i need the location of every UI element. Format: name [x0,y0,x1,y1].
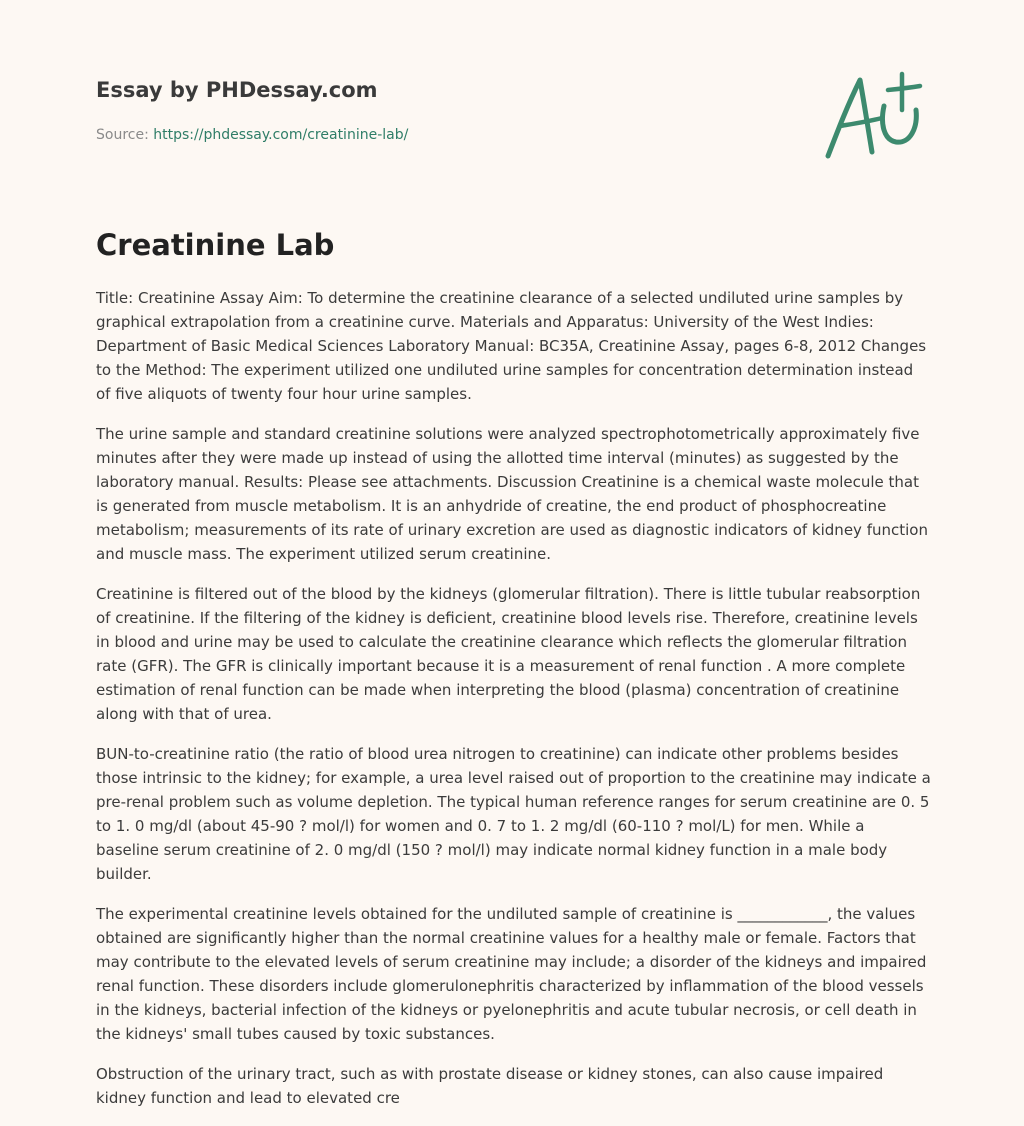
source-link[interactable]: https://phdessay.com/creatinine-lab/ [153,127,409,143]
page-header [96,76,936,186]
source-line [96,125,408,145]
paragraph: The urine sample and standard creatinine solutions were analyzed spectrophotometrically approximately five minutes after they were made up instead of using the allotted time interval (minutes) as suggested by the laboratory manual. Results: Please see attachments. Discussion Creatinine is a chemical waste molecule that is generated from muscle metabolism. It is an anhydride of creatine, the end product of phosphocreatine metabolism; measurements of its rate of urinary excretion are used as diagnostic indicators of kidney function and muscle mass. The experiment utilized serum creatinine. [96,425,928,563]
paragraph: Obstruction of the urinary tract, such as with prostate disease or kidney stones, can also cause impaired kidney function and lead to elevated cre [96,1065,884,1107]
essay-body [96,286,932,1126]
a-plus-logo-icon [822,70,926,164]
paragraph: Creatinine is filtered out of the blood by the kidneys (glomerular filtration). There is little tubular reabsorption of creatinine. If the filtering of the kidney is deficient, creatinine blood levels rise. Therefore, creatinine levels in blood and urine may be used to calculate the creatinine clearance which reflects the glomerular filtration rate (GFR). The GFR is clinically important because it is a measurement of renal function . A more complete estimation of renal function can be made when interpreting the blood (plasma) concentration of creatinine along with that of urea. [96,585,921,723]
page-title: Creatinine Lab [96,228,335,262]
source-label: Source: [96,127,154,143]
brand-title: Essay by PHDessay.com [96,78,378,102]
paragraph: The experimental creatinine levels obtained for the undiluted sample of creatinine is ____________, the values obtained are significantly higher than the normal creatinine values for a healthy male or female. Factors that may contribute to the elevated levels of serum creatinine may include; a disorder of the kidneys and impaired renal function. These disorders include glomerulonephritis characterized by inflammation of the blood vessels in the kidneys, bacterial infection of the kidneys or pyelonephritis and acute tubular necrosis, or cell death in the kidneys' small tubes caused by toxic substances. [96,905,927,1043]
paragraph: BUN-to-creatinine ratio (the ratio of blood urea nitrogen to creatinine) can indicate other problems besides those intrinsic to the kidney; for example, a urea level raised out of proportion to the creatinine may indicate a pre-renal problem such as volume depletion. The typical human reference ranges for serum creatinine are 0. 5 to 1. 0 mg/dl (about 45-90 ? mol/l) for women and 0. 7 to 1. 2 mg/dl (60-110 ? mol/L) for men. While a baseline serum creatinine of 2. 0 mg/dl (150 ? mol/l) may indicate normal kidney function in a male body builder. [96,745,931,883]
paragraph: Title: Creatinine Assay Aim: To determine the creatinine clearance of a selected undiluted urine samples by graphical extrapolation from a creatinine curve. Materials and Apparatus: University of the West Indies: Department of Basic Medical Sciences Laboratory Manual: BC35A, Creatinine Assay, pages 6-8, 2012 Changes to the Method: The experiment utilized one undiluted urine samples for concentration determination instead of five aliquots of twenty four hour urine samples. [96,289,927,403]
